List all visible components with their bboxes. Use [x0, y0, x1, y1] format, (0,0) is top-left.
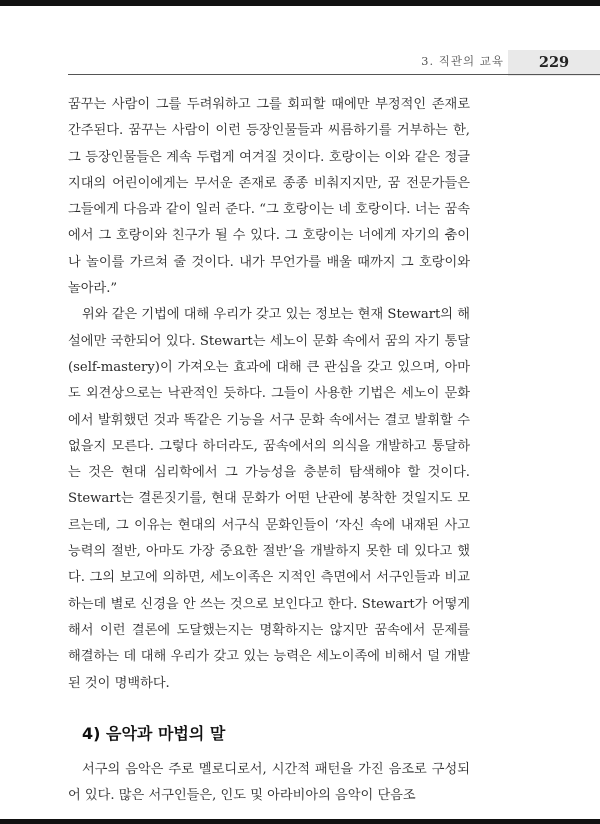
paragraph-2: 위와 같은 기법에 대해 우리가 갖고 있는 정보는 현재 Stewart의 해설에만 국한되어 있다. Stewart는 세노이 문화 속에서 꿈의 자기 통달(self-mastery)이 가져오는 효과에 대해 큰 관심을 갖고 있으며, 아마도 외견상으로는 낙관적인 듯하다. 그들이 사용한 기법은 세노이 문화에서 발휘했던 것과 똑같은 기능을 서구 문화 속에서는 결코 발휘할 수 없을지 모른다. 그렇다 하더라도, 꿈속에서의 의식을 개발하고 통달하는 것은 현대 심리학에서 그 가능성을 충분히 탐색해야 할 것이다. Stewart는 결론짓기를, 현대 문화가 어떤 난관에 봉착한 것일지도 모르는데, 그 이유는 현대의 서구식 문화인들이 ‘자신 속에 내재된 사고 능력의 절반, 아마도 가장 중요한 절반’을 개발하지 못한 데 있다고 했다. 그의 보고에 의하면, 세노이족은 지적인 측면에서 서구인들과 비교하는데 별로 신경을 안 쓰는 것으로 보인다고 한다. Stewart가 어떻게 해서 이런 결론에 도달했는지는 명확하지는 않지만 꿈속에서 문제를 해결하는 데 대해 우리가 갖고 있는 능력은 세노이족에 비해서 덜 개발된 것이 명백하다.	[68, 307, 470, 691]
page-body	[68, 92, 470, 809]
section-heading: 4) 음악과 마법의 말	[82, 723, 226, 743]
page-number: 229	[508, 50, 600, 76]
header-divider	[68, 74, 600, 75]
paragraph-1: 꿈꾸는 사람이 그를 두려워하고 그를 회피할 때에만 부정적인 존재로 간주된다. 꿈꾸는 사람이 이런 등장인물들과 씨름하기를 거부하는 한, 그 등장인물들은 계속 두렵게 여겨질 것이다. 호랑이는 이와 같은 정글 지대의 어린이에게는 무서운 존재로 종종 비춰지지만, 꿈 전문가들은 그들에게 다음과 같이 일러 준다. “그 호랑이는 네 호랑이다. 너는 꿈속에서 그 호랑이와 친구가 될 수 있다. 그 호랑이는 너에게 자기의 춤이나 놀이를 가르쳐 줄 것이다. 내가 무언가를 배울 때까지 그 호랑이와 놀아라.”	[68, 97, 470, 297]
bottom-border	[0, 819, 600, 824]
paragraph-3: 서구의 음악은 주로 멜로디로서, 시간적 패턴을 가진 음조로 구성되어 있다. 많은 서구인들은, 인도 및 아라비아의 음악이 단음조	[68, 761, 470, 804]
running-header: 3. 직관의 교육	[421, 54, 504, 68]
top-border	[0, 0, 600, 6]
